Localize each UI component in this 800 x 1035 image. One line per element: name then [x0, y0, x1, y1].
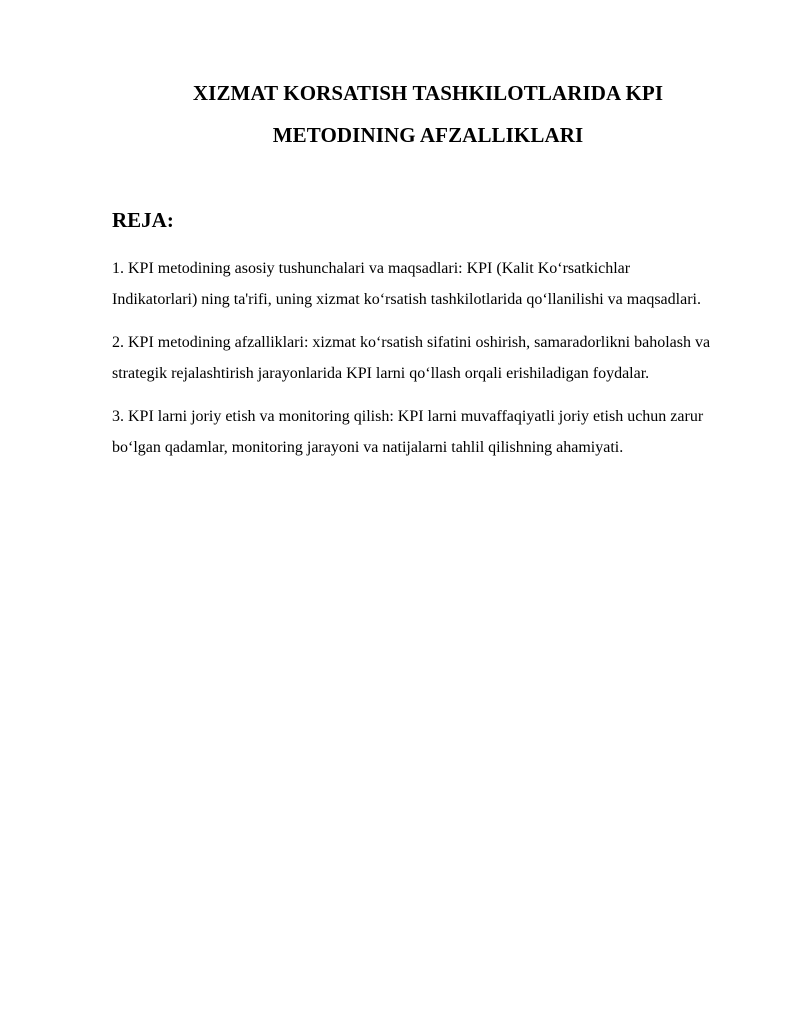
document-title-line-2: METODINING AFZALLIKLARI — [272, 123, 584, 147]
plan-item-3: 3. KPI larni joriy etish va monitoring qilish: KPI larni muvaffaqiyatli joriy etish uchun zarur boʻlgan qadamlar, monitoring jarayoni va natijalarni tahlil qilishning ahamiyati. — [112, 408, 704, 456]
plan-item-2: 2. KPI metodining afzalliklari: xizmat koʻrsatish sifatini oshirish, samaradorlikni baholash va strategik rejalashtirish jarayonlarida KPI larni qoʻllash orqali erishiladigan foydalar. — [112, 334, 711, 382]
plan-item-1: 1. KPI metodining asosiy tushunchalari va maqsadlari: KPI (Kalit Koʻrsatkichlar Indikatorlari) ning ta'rifi, uning xizmat koʻrsatish tashkilotlarida qoʻllanilishi va maqsadlari. — [112, 260, 701, 308]
document-title — [112, 72, 744, 156]
document-title-line-1: XIZMAT KORSATISH TASHKILOTLARIDA KPI — [192, 81, 664, 105]
plan-heading: REJA: — [112, 208, 174, 232]
plan-list — [112, 253, 712, 475]
